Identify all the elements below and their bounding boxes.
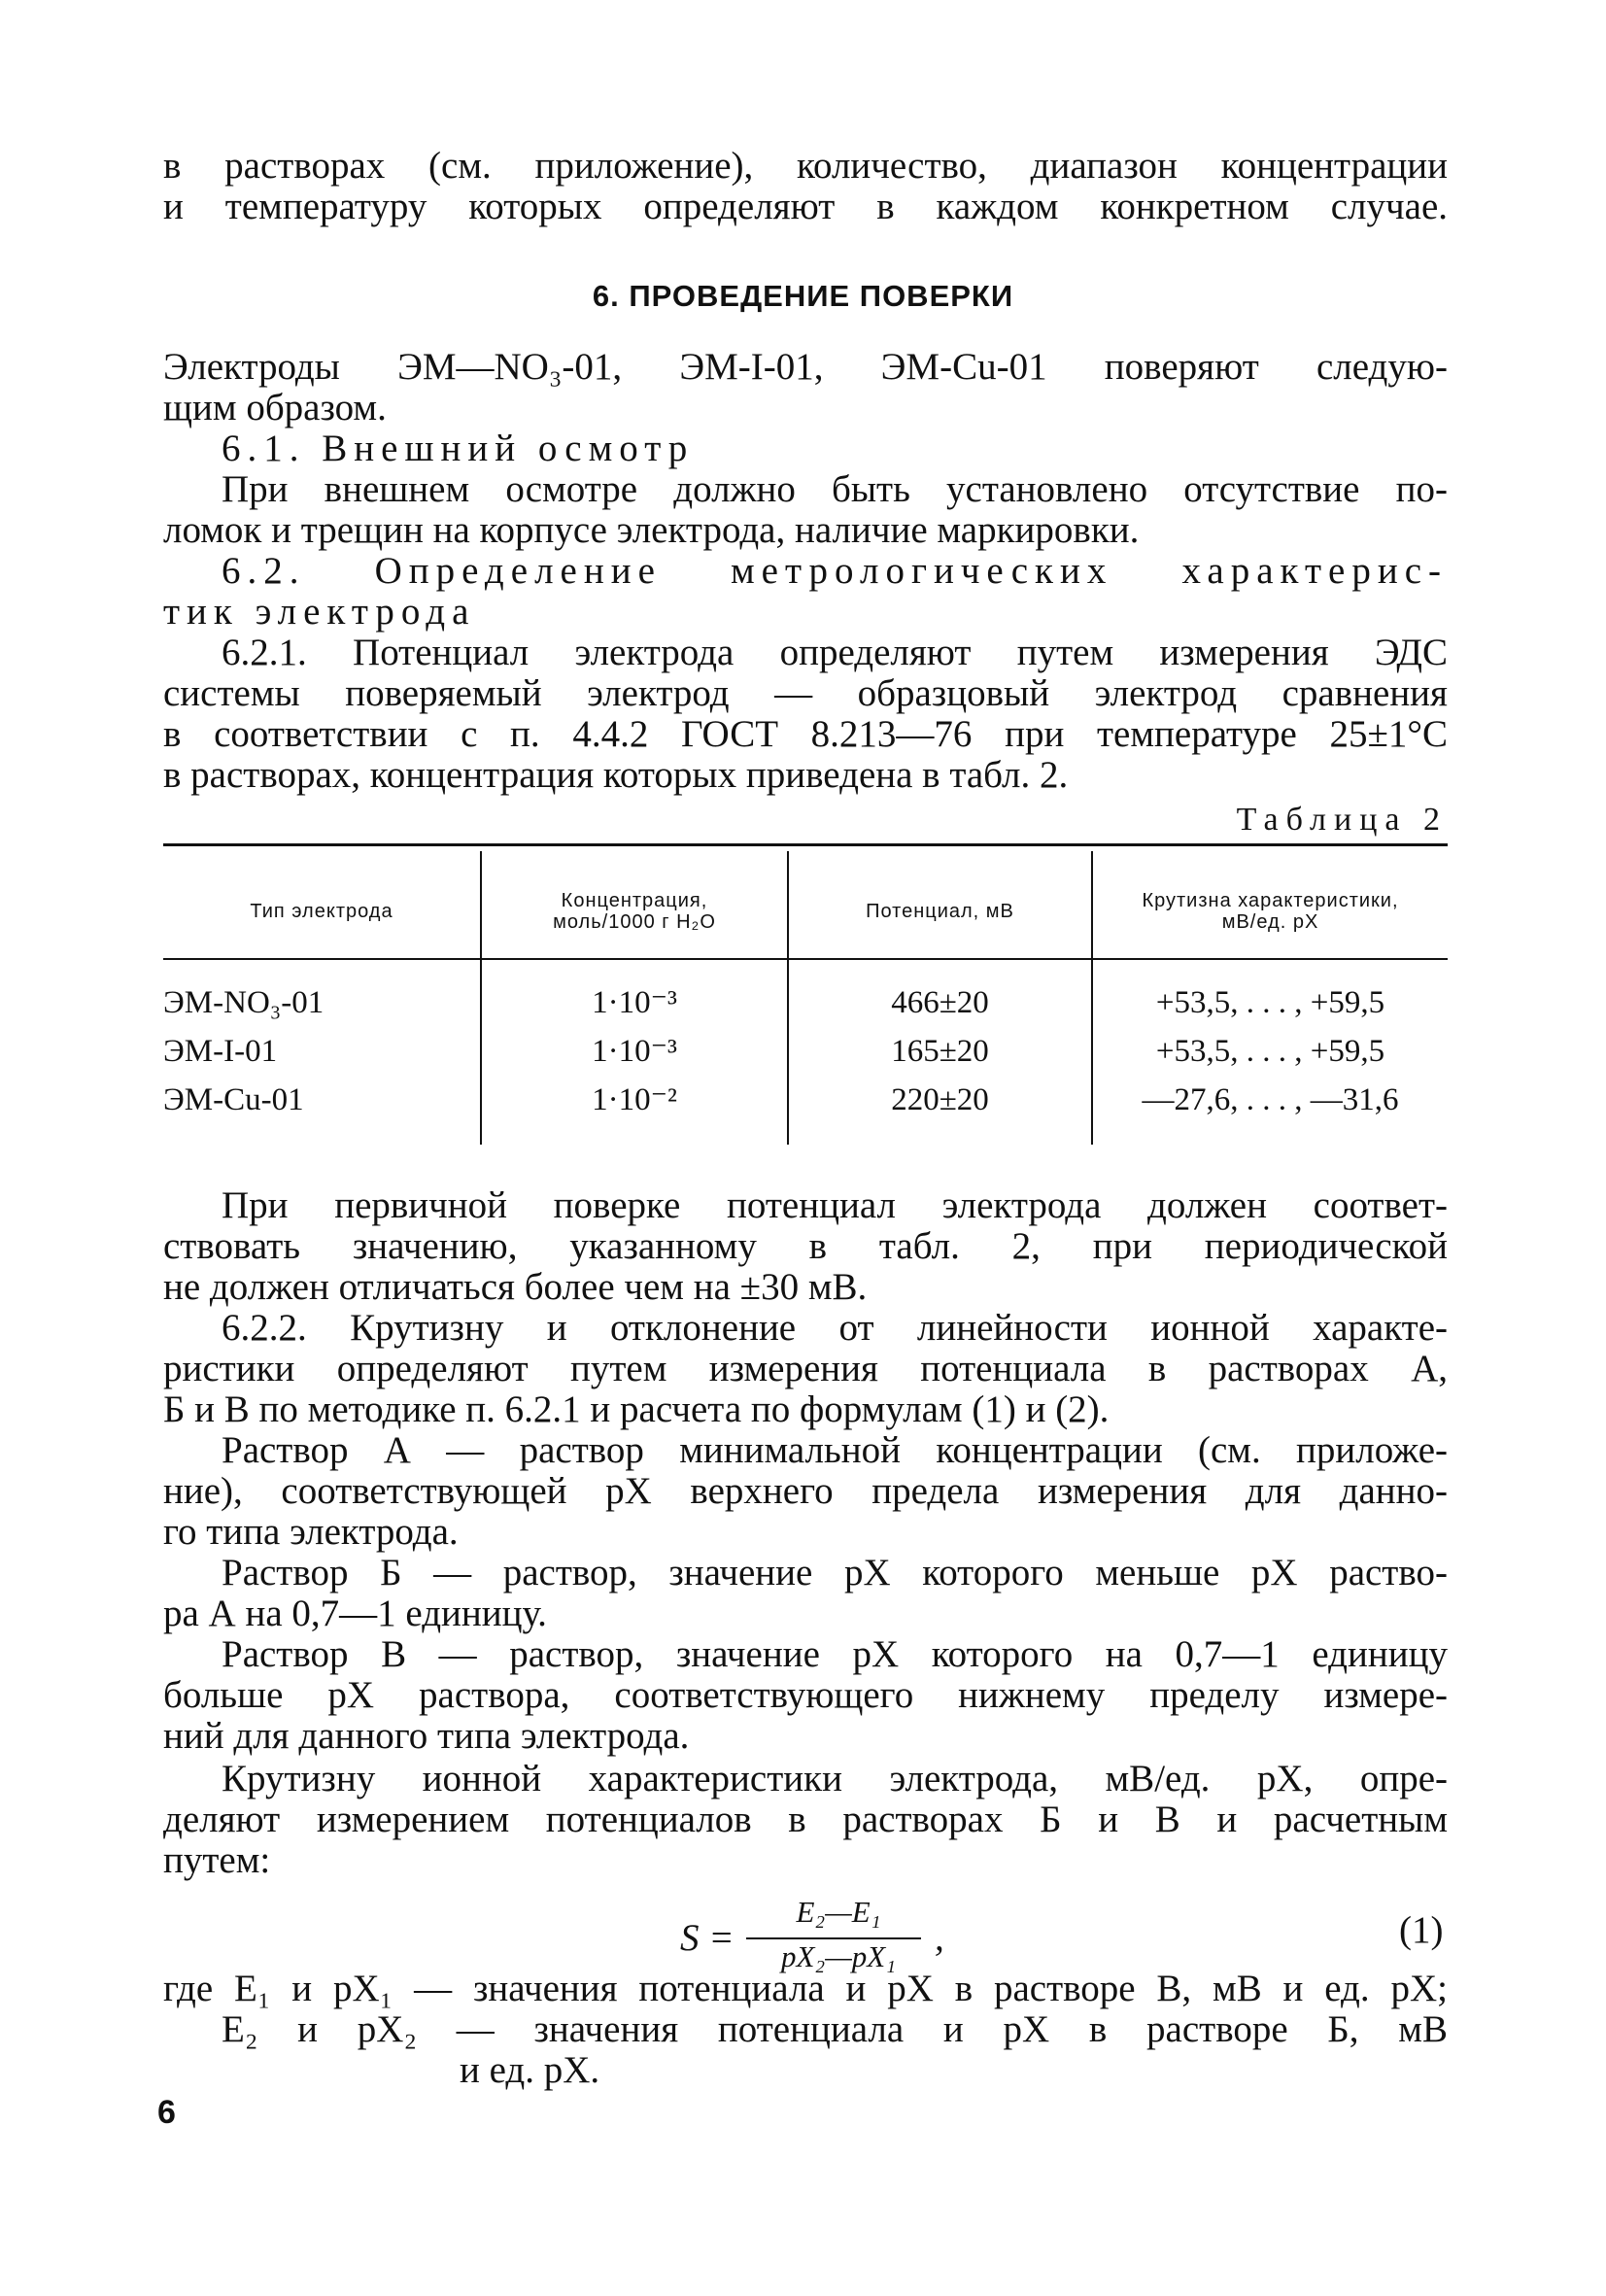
text-line: больше pX раствора, соответствующего нижнему пределу измере- xyxy=(163,1674,1448,1716)
cell-slope: +53,5, . . . , +59,5 xyxy=(1155,1034,1385,1069)
cell-concentration: 1·10⁻² xyxy=(592,1082,677,1117)
text-line: Раствор Б — раствор, значение pX которого меньше pX раство- xyxy=(222,1552,1448,1593)
section-title: 6. ПРОВЕДЕНИЕ ПОВЕРКИ xyxy=(592,279,1014,313)
intro-paragraph xyxy=(163,146,1448,227)
text-line: Раствор В — раствор, значение pX которого на 0,7—1 единицу xyxy=(222,1633,1448,1675)
text-line: системы поверяемый электрод — образцовый электрод сравнения xyxy=(163,672,1448,714)
table-caption: Таблица 2 xyxy=(1236,802,1448,838)
header-potential: Потенциал, мВ xyxy=(866,900,1014,922)
text-line: При внешнем осмотре должно быть установлено отсутствие по- xyxy=(222,468,1448,510)
cell-concentration: 1·10⁻³ xyxy=(592,1034,677,1069)
formula-numerator: E₂—E₁ xyxy=(796,1895,881,1929)
after-table-paragraph xyxy=(163,1185,1448,1308)
cell-concentration: 1·10⁻³ xyxy=(592,985,677,1020)
text-line: в растворах, концентрация которых приведена в табл. 2. xyxy=(163,754,1069,796)
text-line: При первичной поверке потенциал электрода должен соответ- xyxy=(222,1184,1448,1226)
text-line: ра А на 0,7—1 единицу. xyxy=(163,1593,547,1634)
section-6-2-2 xyxy=(163,1308,1448,1430)
text-line: щим образом. xyxy=(163,387,387,428)
slope-paragraph xyxy=(163,1759,1448,1881)
text-line: 6.2.2. Крутизну и отклонение от линейности ионной характе- xyxy=(222,1307,1448,1349)
electrodes-paragraph xyxy=(163,347,1448,428)
formula-lhs: S = xyxy=(680,1917,735,1959)
table-header-rule xyxy=(163,958,1448,960)
table-2 xyxy=(163,843,1448,1154)
subheading-6-2: 6.2. Определение метрологических характерис- xyxy=(222,550,1448,592)
text-line: Б и В по методике п. 6.2.1 и расчета по формулам (1) и (2). xyxy=(163,1388,1110,1430)
text-line: ствовать значению, указанному в табл. 2, при периодической xyxy=(163,1225,1448,1267)
solution-v-paragraph xyxy=(163,1634,1448,1757)
text-line: ние), соответствующей pX верхнего предела измерения для данно- xyxy=(163,1470,1448,1512)
section-6-1 xyxy=(163,428,1448,551)
cell-type: ЭМ-Cu-01 xyxy=(163,1082,304,1117)
cell-slope: +53,5, . . . , +59,5 xyxy=(1155,985,1385,1020)
cell-potential: 220±20 xyxy=(891,1082,989,1117)
text-line: ний для данного типа электрода. xyxy=(163,1715,690,1757)
header-slope: Крутизна характеристики, мВ/ед. pX xyxy=(1142,889,1399,933)
text-line: E₂ и pX₂ — значения потенциала и pX в растворе Б, мВ xyxy=(222,2008,1448,2050)
formula-comma: , xyxy=(935,1917,944,1959)
text-line: Крутизну ионной характеристики электрода, мВ/ед. pX, опре- xyxy=(222,1758,1448,1799)
text-line: ломок и трещин на корпусе электрода, наличие маркировки. xyxy=(163,509,1140,551)
page-number: 6 xyxy=(157,2094,176,2131)
text-line: го типа электрода. xyxy=(163,1511,459,1553)
text-line: 6.2.1. Потенциал электрода определяют путем измерения ЭДС xyxy=(222,632,1448,673)
header-type: Тип электрода xyxy=(250,900,393,922)
text-line: путем: xyxy=(163,1839,271,1881)
intro-line: и температуру которых определяют в каждом конкретном случае. xyxy=(163,186,1448,227)
intro-line: в растворах (см. приложение), количество, диапазон концентрации xyxy=(163,145,1448,187)
cell-potential: 165±20 xyxy=(891,1034,989,1069)
text-line: где E₁ и pX₁ — значения потенциала и pX в растворе В, мВ и ед. pX; xyxy=(163,1968,1448,2009)
section-6-2 xyxy=(163,551,1448,633)
text-line: в соответствии с п. 4.4.2 ГОСТ 8.213—76 при температуре 25±1°С xyxy=(163,713,1448,755)
header-concentration: Концентрация, моль/1000 г H₂O xyxy=(553,889,716,933)
cell-type: ЭМ-I-01 xyxy=(163,1034,278,1069)
solution-b-paragraph xyxy=(163,1553,1448,1634)
cell-potential: 466±20 xyxy=(891,985,989,1020)
equation-number: (1) xyxy=(1399,1909,1444,1951)
cell-type: ЭМ-NO₃-01 xyxy=(163,985,325,1020)
section-6-2-1 xyxy=(163,633,1448,796)
text-line: Электроды ЭМ—NO₃-01, ЭМ-I-01, ЭМ-Cu-01 поверяют следую- xyxy=(163,346,1448,388)
solution-a-paragraph xyxy=(163,1430,1448,1553)
table-top-rule xyxy=(163,843,1448,846)
subheading-6-2-cont: тик электрода xyxy=(163,591,476,633)
text-line: не должен отличаться более чем на ±30 мВ. xyxy=(163,1266,868,1308)
text-line: деляют измерением потенциалов в растворах Б и В и расчетным xyxy=(163,1799,1448,1840)
text-line: и ед. pX. xyxy=(460,2049,600,2091)
cell-slope: —27,6, . . . , —31,6 xyxy=(1142,1082,1399,1117)
text-line: ристики определяют путем измерения потенциала в растворах А, xyxy=(163,1348,1448,1389)
formula-denominator: pX₂—pX₁ xyxy=(781,1939,896,1973)
where-paragraph xyxy=(163,1969,1448,2091)
subheading-6-1: 6.1. Внешний осмотр xyxy=(222,428,695,469)
text-line: Раствор А — раствор минимальной концентрации (см. приложе- xyxy=(222,1429,1448,1471)
